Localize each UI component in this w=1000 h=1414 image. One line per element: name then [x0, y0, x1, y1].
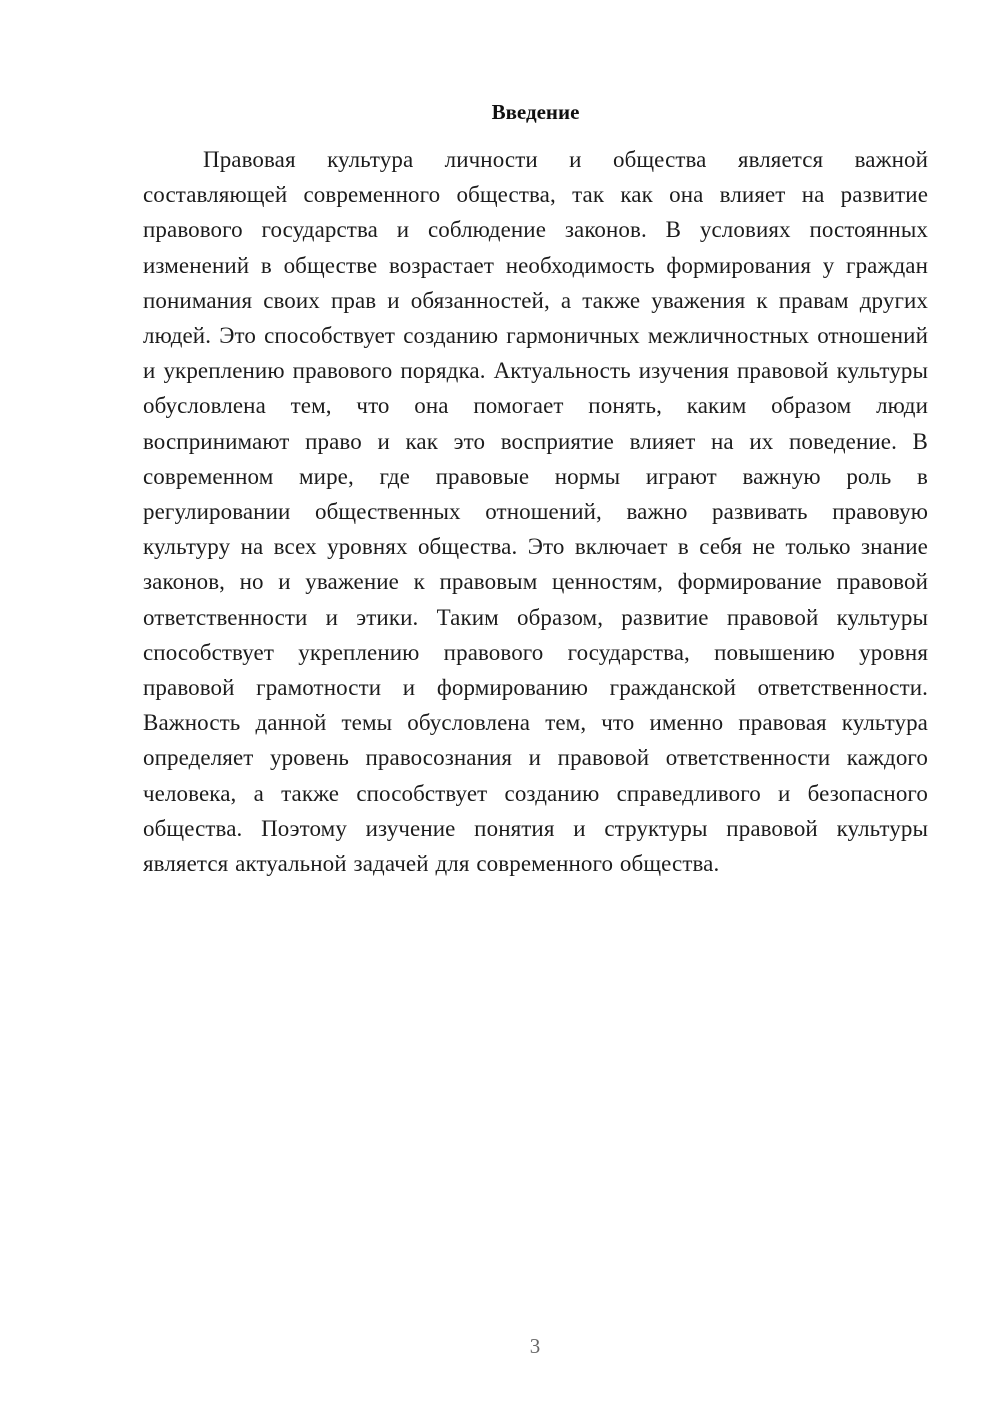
body-paragraph: Правовая культура личности и общества является важной составляющей современного общества, так как она влияет на развитие правового государства и соблюдение законов. В условиях постоянных изменений в обществе возрастает необходимость формирования у граждан понимания своих прав и обязанностей, а также уважения к правам других людей. Это способствует созданию гармоничных межличностных отношений и укреплению правового порядка. Актуальность изучения правовой культуры обусловлена тем, что она помогает понять, каким образом люди воспринимают право и как это восприятие влияет на их поведение. В современном мире, где правовые нормы играют важную роль в регулировании общественных отношений, важно развивать правовую культуру на всех уровнях общества. Это включает в себя не только знание законов, но и уважение к правовым ценностям, формирование правовой ответственности и этики. Таким образом, развитие правовой культуры способствует укреплению правового государства, повышению уровня правовой грамотности и формированию гражданской ответственности. Важность данной темы обусловлена тем, что именно правовая культура определяет уровень правосознания и правовой ответственности каждого человека, а также способствует созданию справедливого и безопасного общества. Поэтому изучение понятия и структуры правовой культуры является актуальной задачей для современного общества.: [143, 147, 928, 877]
section-heading: Введение: [491, 100, 580, 124]
page-number: 3: [529, 1334, 541, 1358]
